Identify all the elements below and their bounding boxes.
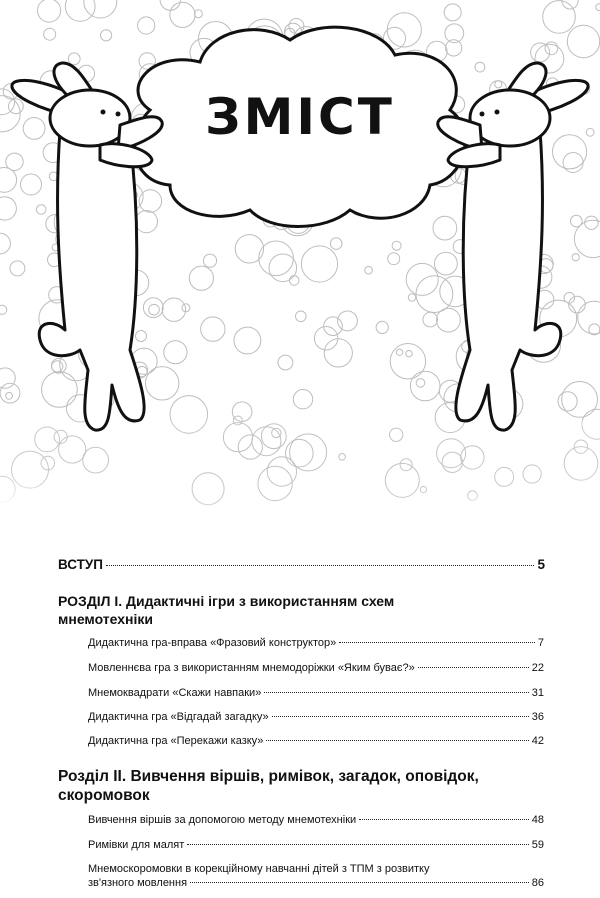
section-2-title bbox=[58, 767, 479, 805]
toc-label-line2: зв'язного мовлення bbox=[88, 877, 188, 889]
bubble bbox=[435, 252, 458, 275]
bubble bbox=[365, 266, 373, 274]
bubble bbox=[0, 383, 20, 403]
section-2-title-line2: скоромовок bbox=[58, 787, 150, 804]
bubble bbox=[146, 367, 179, 400]
bubble bbox=[596, 4, 600, 11]
bubble bbox=[101, 30, 112, 41]
bubble bbox=[296, 311, 307, 322]
dot-leader bbox=[187, 844, 528, 845]
dot-leader bbox=[359, 819, 529, 820]
bubble bbox=[396, 349, 402, 355]
bubble bbox=[423, 312, 438, 327]
toc-page: 36 bbox=[531, 711, 544, 723]
bubble bbox=[589, 324, 600, 335]
bubble bbox=[301, 246, 337, 282]
bubble bbox=[194, 10, 202, 18]
bubble bbox=[376, 321, 388, 333]
bubble bbox=[42, 372, 78, 408]
toc-item bbox=[88, 735, 544, 747]
toc-page: 42 bbox=[531, 735, 544, 747]
dot-leader bbox=[190, 882, 529, 883]
bubble bbox=[410, 371, 440, 401]
dot-leader bbox=[106, 565, 534, 566]
bubble bbox=[562, 382, 598, 418]
toc-item bbox=[88, 814, 544, 826]
bubble bbox=[203, 254, 216, 267]
bubble bbox=[433, 216, 457, 240]
bubble bbox=[388, 253, 400, 265]
bubble bbox=[38, 0, 61, 22]
bubble bbox=[406, 263, 438, 295]
toc-label: Мовленнєва гра з використанням мнемодоріжки «Яким буває?» bbox=[88, 662, 415, 674]
page-title: ЗМІСТ bbox=[205, 88, 395, 146]
bubble bbox=[543, 1, 576, 34]
toc-item bbox=[88, 687, 544, 699]
toc-label: Римівки для малят bbox=[88, 839, 185, 851]
toc-page: 59 bbox=[531, 839, 544, 851]
bubble bbox=[567, 25, 599, 57]
section-2-title-line1: Розділ ІІ. Вивчення віршів, римівок, загадок, оповідок, bbox=[58, 768, 479, 785]
bubble bbox=[408, 294, 415, 301]
bubble bbox=[569, 296, 586, 313]
bubble bbox=[160, 0, 180, 10]
toc-label: Дидактична гра «Перекажи казку» bbox=[88, 735, 264, 747]
toc-page: 48 bbox=[531, 814, 544, 826]
dot-leader bbox=[272, 716, 529, 717]
bubble bbox=[138, 17, 155, 34]
section-1-title-line1: РОЗДІЛ І. Дидактичні ігри з використанням схем bbox=[58, 593, 395, 609]
bubble bbox=[259, 241, 294, 276]
dot-leader bbox=[339, 642, 535, 643]
toc-item bbox=[88, 711, 544, 723]
bubble bbox=[545, 42, 558, 55]
bubble bbox=[416, 379, 425, 388]
toc-page: 22 bbox=[531, 662, 544, 674]
toc-page: 31 bbox=[531, 687, 544, 699]
bubble bbox=[0, 368, 15, 388]
bubble bbox=[164, 341, 187, 364]
bubble bbox=[495, 81, 502, 88]
bubble bbox=[416, 276, 453, 313]
toc-page: 5 bbox=[537, 557, 545, 572]
bubble bbox=[0, 305, 7, 314]
toc-label: Дидактична гра «Відгадай загадку» bbox=[88, 711, 269, 723]
bubble bbox=[475, 62, 485, 72]
bubble bbox=[289, 276, 299, 286]
bubble bbox=[563, 153, 583, 173]
bubble bbox=[293, 390, 312, 409]
bubble bbox=[0, 168, 17, 193]
bubble bbox=[135, 211, 157, 233]
toc-label: Мнемоквадрати «Скажи навпаки» bbox=[88, 687, 262, 699]
bubble bbox=[444, 4, 461, 21]
bubble bbox=[330, 238, 342, 250]
toc-label: Дидактична гра-вправа «Фразовий конструктор» bbox=[88, 637, 337, 649]
bubble bbox=[149, 304, 160, 315]
bubble bbox=[65, 0, 95, 21]
bubble bbox=[390, 344, 425, 379]
toc-label-line1: Мнемоскоромовки в корекційному навчанні дітей з ТПМ з розвитку bbox=[88, 863, 430, 875]
section-1-title-line2: мнемотехніки bbox=[58, 611, 153, 627]
bubble bbox=[36, 205, 46, 215]
bubble bbox=[278, 355, 293, 370]
bubble bbox=[68, 53, 80, 65]
dot-leader bbox=[264, 692, 528, 693]
toc-item bbox=[88, 662, 544, 674]
bubble bbox=[0, 233, 10, 254]
toc-item bbox=[88, 839, 544, 851]
bubble bbox=[189, 266, 213, 290]
bubble bbox=[572, 254, 579, 261]
bubble bbox=[201, 317, 225, 341]
bubble bbox=[324, 339, 352, 367]
bubble bbox=[10, 261, 25, 276]
bubble bbox=[235, 235, 263, 263]
toc-label: ВСТУП bbox=[58, 557, 103, 572]
toc-item-line2 bbox=[88, 876, 544, 890]
bubble bbox=[0, 197, 16, 220]
dot-leader bbox=[266, 740, 528, 741]
section-1-title bbox=[58, 592, 394, 628]
bubble bbox=[136, 331, 147, 342]
toc-item bbox=[88, 637, 544, 649]
bubble bbox=[44, 28, 56, 40]
toc-page: 86 bbox=[531, 877, 544, 889]
bubble bbox=[585, 216, 598, 229]
bubble bbox=[558, 392, 577, 411]
bubble bbox=[21, 174, 42, 195]
bubble bbox=[234, 327, 261, 354]
toc-item-multiline bbox=[88, 862, 544, 890]
bubble bbox=[269, 254, 297, 282]
bubble bbox=[406, 350, 412, 356]
bubble bbox=[84, 0, 117, 18]
bubble bbox=[6, 392, 13, 399]
bubble bbox=[387, 13, 421, 47]
bubble bbox=[574, 220, 600, 257]
toc-page: 7 bbox=[537, 637, 544, 649]
bubble bbox=[392, 241, 401, 250]
toc-intro bbox=[58, 557, 545, 572]
bubble bbox=[170, 2, 195, 27]
dot-leader bbox=[418, 667, 529, 668]
toc-label: Вивчення віршів за допомогою методу мнемотехніки bbox=[88, 814, 357, 826]
